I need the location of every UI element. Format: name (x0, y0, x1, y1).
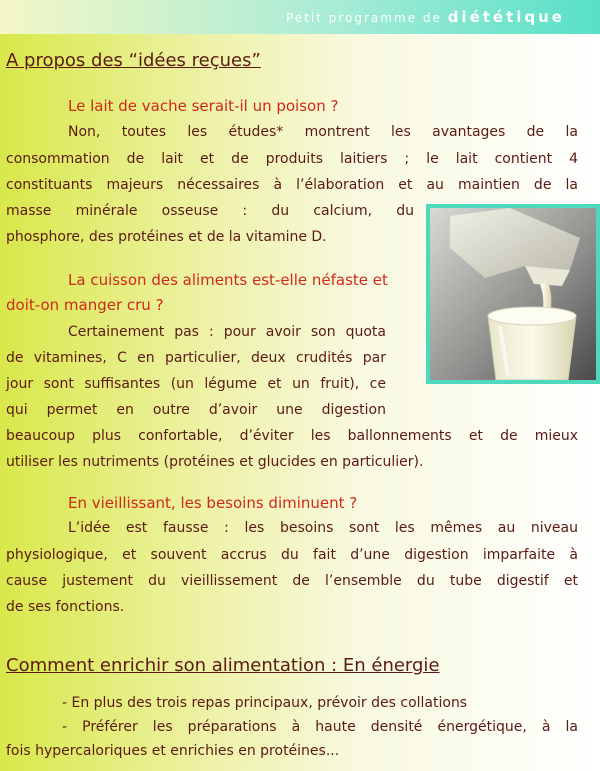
header-band (0, 0, 600, 34)
paragraph-line: Non, toutes les études* montrent les avantages de la (68, 124, 578, 140)
header-title-emphasis: diététique (447, 8, 565, 26)
question-cuisson-line2: doit-on manger cru ? (6, 296, 164, 314)
paragraph-line: phosphore, des protéines et de la vitamine D. (6, 229, 327, 245)
paragraph-line: qui permet en outre d’avoir une digestion (6, 402, 386, 418)
header-title (286, 8, 565, 26)
paragraph-line: L’idée est fausse : les besoins sont les mêmes au niveau (68, 520, 578, 536)
bullet-item: - Préférer les préparations à haute densité énergétique, à la (62, 719, 578, 735)
question-cuisson: La cuisson des aliments est-elle néfaste et (68, 271, 388, 289)
paragraph-line: Certainement pas : pour avoir son quota (68, 324, 386, 340)
milk-pouring-photo (426, 204, 600, 384)
paragraph-line: jour sont suffisantes (un légume et un fruit), ce (6, 376, 386, 392)
paragraph-line: de vitamines, C en particulier, deux crudités par (6, 350, 386, 366)
paragraph-line: beaucoup plus confortable, d’éviter les ballonnements et de mieux (6, 428, 578, 444)
paragraph-line: utiliser les nutriments (protéines et glucides en particulier). (6, 454, 424, 470)
bullet-item: - En plus des trois repas principaux, prévoir des collations (62, 695, 468, 711)
milk-photo-image (430, 208, 596, 380)
section-title-idees-recues: A propos des “idées reçues” (6, 50, 261, 71)
bullet-item-continuation: fois hypercaloriques et enrichies en protéines... (6, 743, 340, 759)
paragraph-line: masse minérale osseuse : du calcium, du (6, 203, 414, 219)
question-lait: Le lait de vache serait-il un poison ? (68, 97, 339, 115)
paragraph-line: physiologique, et souvent accrus du fait d’une digestion imparfaite à (6, 547, 578, 563)
header-title-prefix: Petit programme de (286, 11, 442, 25)
paragraph-line: de ses fonctions. (6, 599, 125, 615)
paragraph-line: cause justement du vieillissement de l’ensemble du tube digestif et (6, 573, 578, 589)
question-vieillissant: En vieillissant, les besoins diminuent ? (68, 494, 358, 512)
paragraph-line: constituants majeurs nécessaires à l’élaboration et au maintien de la (6, 177, 578, 193)
paragraph-line: consommation de lait et de produits laitiers ; le lait contient 4 (6, 151, 578, 167)
section-title-enrichir: Comment enrichir son alimentation : En énergie (6, 655, 440, 676)
